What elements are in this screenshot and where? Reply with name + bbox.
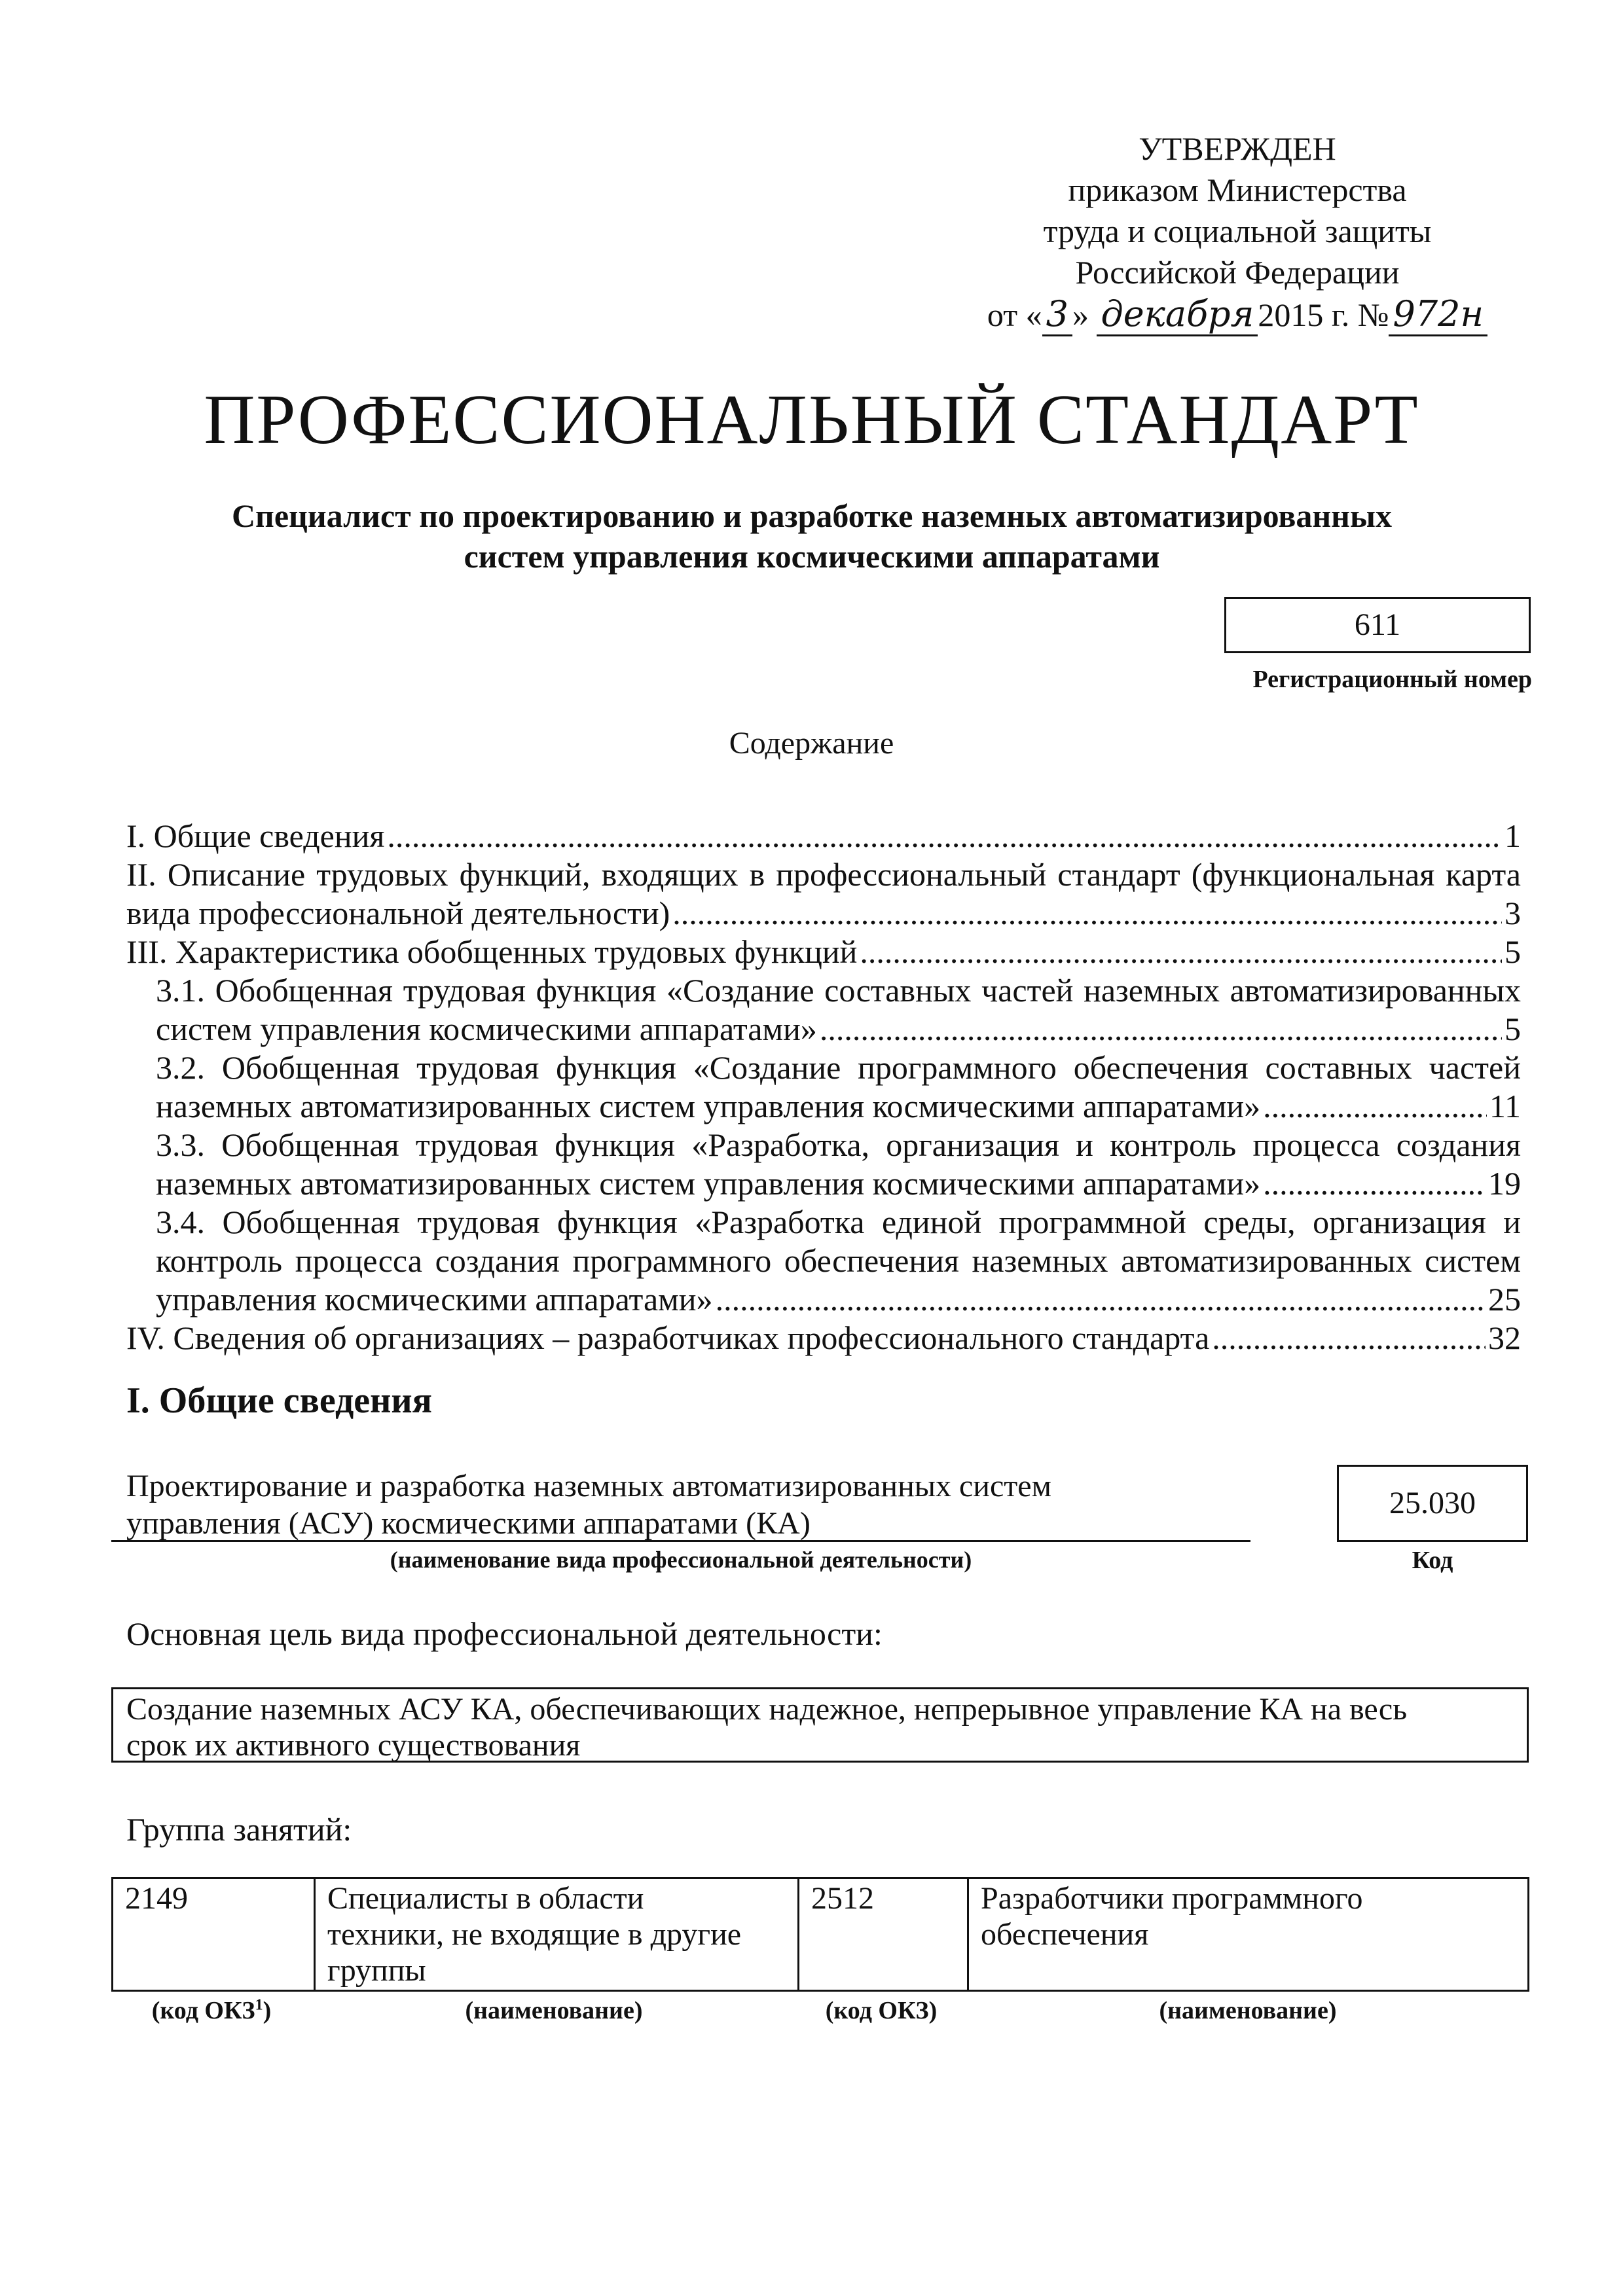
toc-entry-text: I. Общие сведения — [126, 817, 385, 854]
toc-leader-dots — [860, 933, 1502, 971]
toc-page-number: 11 — [1489, 1088, 1521, 1124]
approval-line-2: труда и социальной защиты — [1043, 213, 1432, 249]
toc-entry[interactable] — [126, 1319, 1521, 1357]
toc-entry-text-first: 3.2. Обобщенная трудовая функция «Создание программного обеспечения составных частей — [156, 1049, 1521, 1086]
toc-entry[interactable] — [156, 1203, 1521, 1319]
toc-leader-dots — [1263, 1164, 1486, 1203]
toc-entry-text: управления космическими аппаратами» — [156, 1281, 713, 1318]
group-label: Группа занятий: — [126, 1811, 352, 1848]
approval-heading: УТВЕРЖДЕН — [1139, 130, 1336, 167]
okz-code-caption-2: (код ОКЗ) — [825, 1997, 938, 2024]
toc-entry-text-first: 3.4. Обобщенная трудовая функция «Разработка единой программной среды, организация и — [156, 1204, 1521, 1240]
occupation-groups-table — [111, 1877, 1529, 1992]
toc-leader-dots — [672, 894, 1502, 933]
footnote-marker[interactable]: 1 — [255, 1996, 263, 2014]
okz-name-line: группы — [327, 1953, 426, 1988]
activity-name — [126, 1467, 1239, 1542]
toc-leader-dots — [387, 817, 1502, 855]
document-subtitle — [118, 495, 1506, 577]
toc-entry-text: III. Характеристика обобщенных трудовых функций — [126, 933, 858, 970]
goal-line-2: срок их активного существования — [126, 1728, 581, 1763]
date-prefix: от « — [987, 296, 1042, 333]
approval-block — [969, 128, 1506, 336]
activity-code-box: 25.030 — [1337, 1465, 1528, 1542]
toc-leader-dots — [1263, 1087, 1487, 1126]
toc-entry[interactable] — [156, 1126, 1521, 1203]
toc-entry-text: наземных автоматизированных систем управления космическими аппаратами» — [156, 1088, 1261, 1124]
okz-code-cell: 2512 — [799, 1878, 968, 1991]
toc-entry-text-first: II. Описание трудовых функций, входящих в профессиональный стандарт (функциональная карта — [126, 856, 1521, 893]
toc-entry-text: вида профессиональной деятельности) — [126, 895, 670, 931]
registration-number-label: Регистрационный номер — [1252, 666, 1532, 693]
toc-entry-text: наземных автоматизированных систем управления космическими аппаратами» — [156, 1165, 1261, 1202]
okz-name-line: Разработчики программного — [981, 1881, 1363, 1916]
approval-line-1: приказом Министерства — [1068, 171, 1407, 208]
activity-line-2: управления (АСУ) космическими аппаратами (КА) — [126, 1506, 811, 1541]
toc-leader-dots — [820, 1010, 1502, 1049]
toc-page-number: 1 — [1504, 817, 1521, 854]
toc-entry-text: систем управления космическими аппаратами» — [156, 1011, 817, 1047]
approval-date-line — [969, 293, 1506, 336]
toc-page-number: 5 — [1504, 933, 1521, 970]
okz-name-caption-2: (наименование) — [1159, 1997, 1337, 2024]
toc-entry[interactable] — [156, 971, 1521, 1049]
okz-name-line: Специалисты в области — [327, 1881, 644, 1916]
contents-title: Содержание — [729, 726, 894, 761]
toc-leader-dots — [716, 1280, 1486, 1319]
goal-line-1: Создание наземных АСУ КА, обеспечивающих надежное, непрерывное управление КА на весь — [126, 1692, 1408, 1727]
okz-name-line: техники, не входящие в другие — [327, 1917, 742, 1952]
toc-entry-text-first: 3.3. Обобщенная трудовая функция «Разработка, организация и контроль процесса создания — [156, 1126, 1521, 1163]
toc-entry[interactable] — [126, 817, 1521, 855]
okz-name-cell — [315, 1878, 799, 1991]
okz-name-line: обеспечения — [981, 1917, 1149, 1952]
toc-subentries — [126, 971, 1521, 1319]
okz-code-caption-close: ) — [263, 1997, 272, 2024]
toc-leader-dots — [1212, 1319, 1486, 1357]
toc-entry-text: IV. Сведения об организациях – разработчиках профессионального стандарта — [126, 1319, 1210, 1356]
table-row — [113, 1878, 1529, 1991]
handwritten-day: 3 — [1042, 293, 1072, 336]
toc-page-number: 25 — [1488, 1281, 1521, 1318]
okz-name-caption: (наименование) — [465, 1997, 643, 2024]
toc-entry[interactable] — [156, 1049, 1521, 1126]
registration-number-box: 611 — [1224, 597, 1531, 653]
date-day-close: » — [1072, 296, 1089, 333]
okz-code-caption — [111, 1996, 312, 2025]
toc-page-number: 3 — [1504, 895, 1521, 931]
toc-entry-text-second: контроль процесса создания программного обеспечения наземных автоматизированных систем — [156, 1242, 1521, 1279]
handwritten-order-number: 972н — [1389, 293, 1487, 336]
table-of-contents — [126, 817, 1521, 1357]
okz-code-cell: 2149 — [113, 1878, 315, 1991]
handwritten-month: декабря — [1097, 293, 1258, 336]
section-heading: I. Общие сведения — [126, 1380, 432, 1421]
okz-name-cell — [968, 1878, 1529, 1991]
goal-box — [111, 1687, 1529, 1763]
toc-entry[interactable] — [126, 933, 1521, 971]
goal-label: Основная цель вида профессиональной деятельности: — [126, 1615, 883, 1652]
activity-line-1: Проектирование и разработка наземных автоматизированных систем — [126, 1469, 1051, 1503]
toc-entry[interactable] — [126, 855, 1521, 933]
activity-code-label: Код — [1412, 1547, 1453, 1574]
toc-entry-text-first: 3.1. Обобщенная трудовая функция «Создание составных частей наземных автоматизированных — [156, 972, 1521, 1009]
date-year: 2015 г. № — [1258, 296, 1389, 333]
activity-caption: (наименование вида профессиональной деятельности) — [390, 1547, 972, 1573]
toc-page-number: 5 — [1504, 1011, 1521, 1047]
toc-page-number: 32 — [1488, 1319, 1521, 1356]
okz-code-caption-text: (код ОКЗ — [151, 1997, 255, 2024]
subtitle-line-2: систем управления космическими аппаратами — [464, 538, 1160, 575]
subtitle-line-1: Специалист по проектированию и разработке наземных автоматизированных — [231, 497, 1393, 534]
activity-underline — [111, 1540, 1250, 1542]
toc-page-number: 19 — [1488, 1165, 1521, 1202]
document-title: ПРОФЕССИОНАЛЬНЫЙ СТАНДАРТ — [204, 381, 1419, 459]
approval-line-3: Российской Федерации — [1075, 254, 1400, 291]
